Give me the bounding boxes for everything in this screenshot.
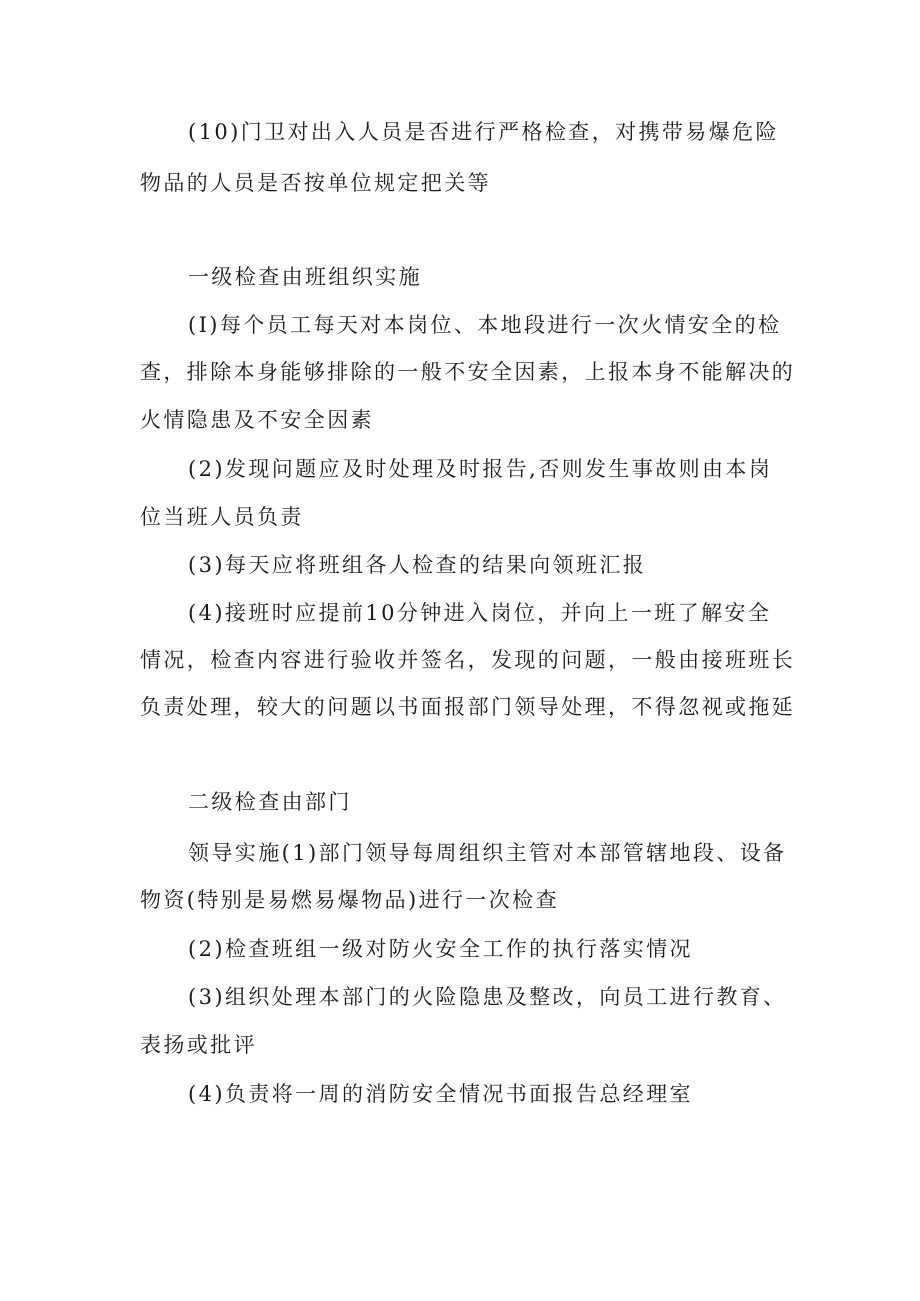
section-heading: 一级检查由班组织实施 — [188, 265, 422, 289]
section-heading: 二级检查由部门 — [188, 790, 352, 814]
paragraph-line: 表扬或批评 — [140, 1033, 257, 1057]
paragraph-line: (I)每个员工每天对本岗位、本地段进行一次火情安全的检 — [188, 313, 782, 337]
paragraph-line: (4)接班时应提前10分钟进入岗位，并向上一班了解安全 — [188, 601, 772, 625]
paragraph-line: 情况，检查内容进行验收并签名，发现的问题，一般由接班班长 — [140, 648, 796, 672]
paragraph-line: 负责处理，较大的问题以书面报部门领导处理，不得忽视或拖延 — [140, 695, 796, 719]
paragraph-line: (3)每天应将班组各人检查的结果向领班汇报 — [188, 553, 647, 577]
paragraph-line: (10)门卫对出入人员是否进行严格检查，对携带易爆危险 — [188, 120, 779, 144]
paragraph-line: 火情隐患及不安全因素 — [140, 408, 374, 432]
paragraph-line: 物品的人员是否按单位规定把关等 — [140, 171, 491, 195]
paragraph-line: (4)负责将一周的消防安全情况书面报告总经理室 — [188, 1082, 693, 1106]
paragraph-line: (3)组织处理本部门的火险隐患及整改，向员工进行教育、 — [188, 985, 787, 1009]
paragraph-line: 位当班人员负责 — [140, 505, 304, 529]
paragraph-line: 查，排除本身能够排除的一般不安全因素，上报本身不能解决的 — [140, 360, 796, 384]
paragraph-line: (2)检查班组一级对防火安全工作的执行落实情况 — [188, 937, 693, 961]
paragraph-line: 物资(特别是易燃易爆物品)进行一次检查 — [140, 888, 559, 912]
paragraph-line: 领导实施(1)部门领导每周组织主管对本部管辖地段、设备 — [188, 841, 787, 865]
paragraph-line: (2)发现问题应及时处理及时报告,否则发生事故则由本岗 — [188, 457, 773, 481]
